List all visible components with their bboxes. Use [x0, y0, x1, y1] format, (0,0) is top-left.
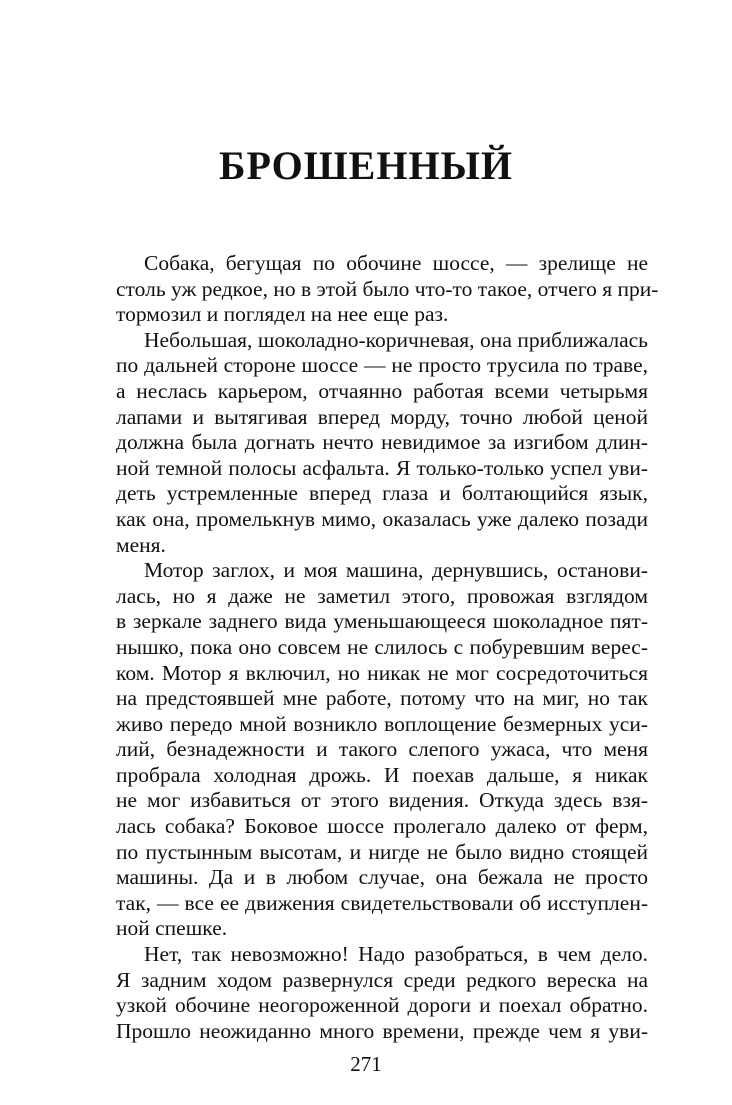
text-line: меня.: [116, 532, 166, 557]
text-line: машины. Да и в любом случае, она бежала не просто: [116, 865, 648, 890]
text-line: лась собака? Боковое шоссе пролегало далеко от ферм,: [116, 814, 648, 839]
text-line: Мотор заглох, и моя машина, дернувшись, останови-: [144, 558, 648, 583]
chapter-title: БРОШЕННЫЙ: [219, 143, 513, 188]
text-line: по пустынным высотам, и нигде не было видно стоящей: [116, 839, 648, 864]
paragraph-2: [88, 328, 648, 558]
text-line: столь уж редкое, но в этой было что-то такое, отчего я при-: [116, 276, 659, 301]
text-line: лась, но я даже не заметил этого, провожая взглядом: [116, 583, 648, 608]
text-line: по дальней стороне шоссе — не просто трусила по траве,: [116, 353, 648, 378]
paragraph-1: [88, 251, 659, 328]
text-line: а неслась карьером, отчаянно работая всеми четырьмя: [116, 378, 648, 403]
text-line: в зеркале заднего вида уменьшающееся шоколадное пят-: [116, 609, 648, 634]
text-line: Прошло неожиданно много времени, прежде чем я уви-: [116, 1018, 648, 1043]
text-line: не мог избавиться от этого видения. Откуда здесь взя-: [116, 788, 648, 813]
text-line: ком. Мотор я включил, но никак не мог сосредоточиться: [116, 660, 648, 685]
text-line: живо передо мной возникло воплощение безмерных уси-: [116, 711, 648, 736]
text-line: Небольшая, шоколадно-коричневая, она приближалась: [144, 327, 648, 352]
chapter-body: [88, 251, 659, 1044]
text-line: пробрала холодная дрожь. И поехав дальше, я никак: [116, 762, 648, 787]
text-line: деть устремленные вперед глаза и болтающийся язык,: [116, 481, 648, 506]
text-line: Собака, бегущая по обочине шоссе, — зрелище не: [144, 251, 648, 275]
text-line: так, — все ее движения свидетельствовали об исступлен-: [116, 890, 648, 915]
text-line: лий, безнадежности и такого слепого ужаса, что меня: [116, 737, 648, 762]
text-line: ной темной полосы асфальта. Я только-только успел уви-: [116, 455, 648, 480]
paragraph-4: [88, 942, 648, 1044]
text-line: узкой обочине неогороженной дороги и поехал обратно.: [116, 993, 648, 1018]
text-line: нышко, пока оно совсем не слилось с побуревшим верес-: [116, 634, 648, 659]
text-line: Я задним ходом развернулся среди редкого вереска на: [116, 967, 648, 992]
text-line: ной спешке.: [116, 916, 228, 941]
text-line: на предстоявшей мне работе, потому что на миг, но так: [116, 686, 648, 711]
text-line: лапами и вытягивая вперед морду, точно любой ценой: [116, 404, 648, 429]
text-line: тормозил и поглядел на нее еще раз.: [116, 302, 449, 327]
text-line: как она, промелькнув мимо, оказалась уже далеко позади: [116, 506, 648, 531]
page-number: 271: [350, 1052, 382, 1076]
paragraph-3: [88, 558, 648, 942]
text-line: должна была догнать нечто невидимое за изгибом длин-: [116, 430, 648, 455]
text-line: Нет, так невозможно! Надо разобраться, в чем дело.: [144, 942, 648, 967]
